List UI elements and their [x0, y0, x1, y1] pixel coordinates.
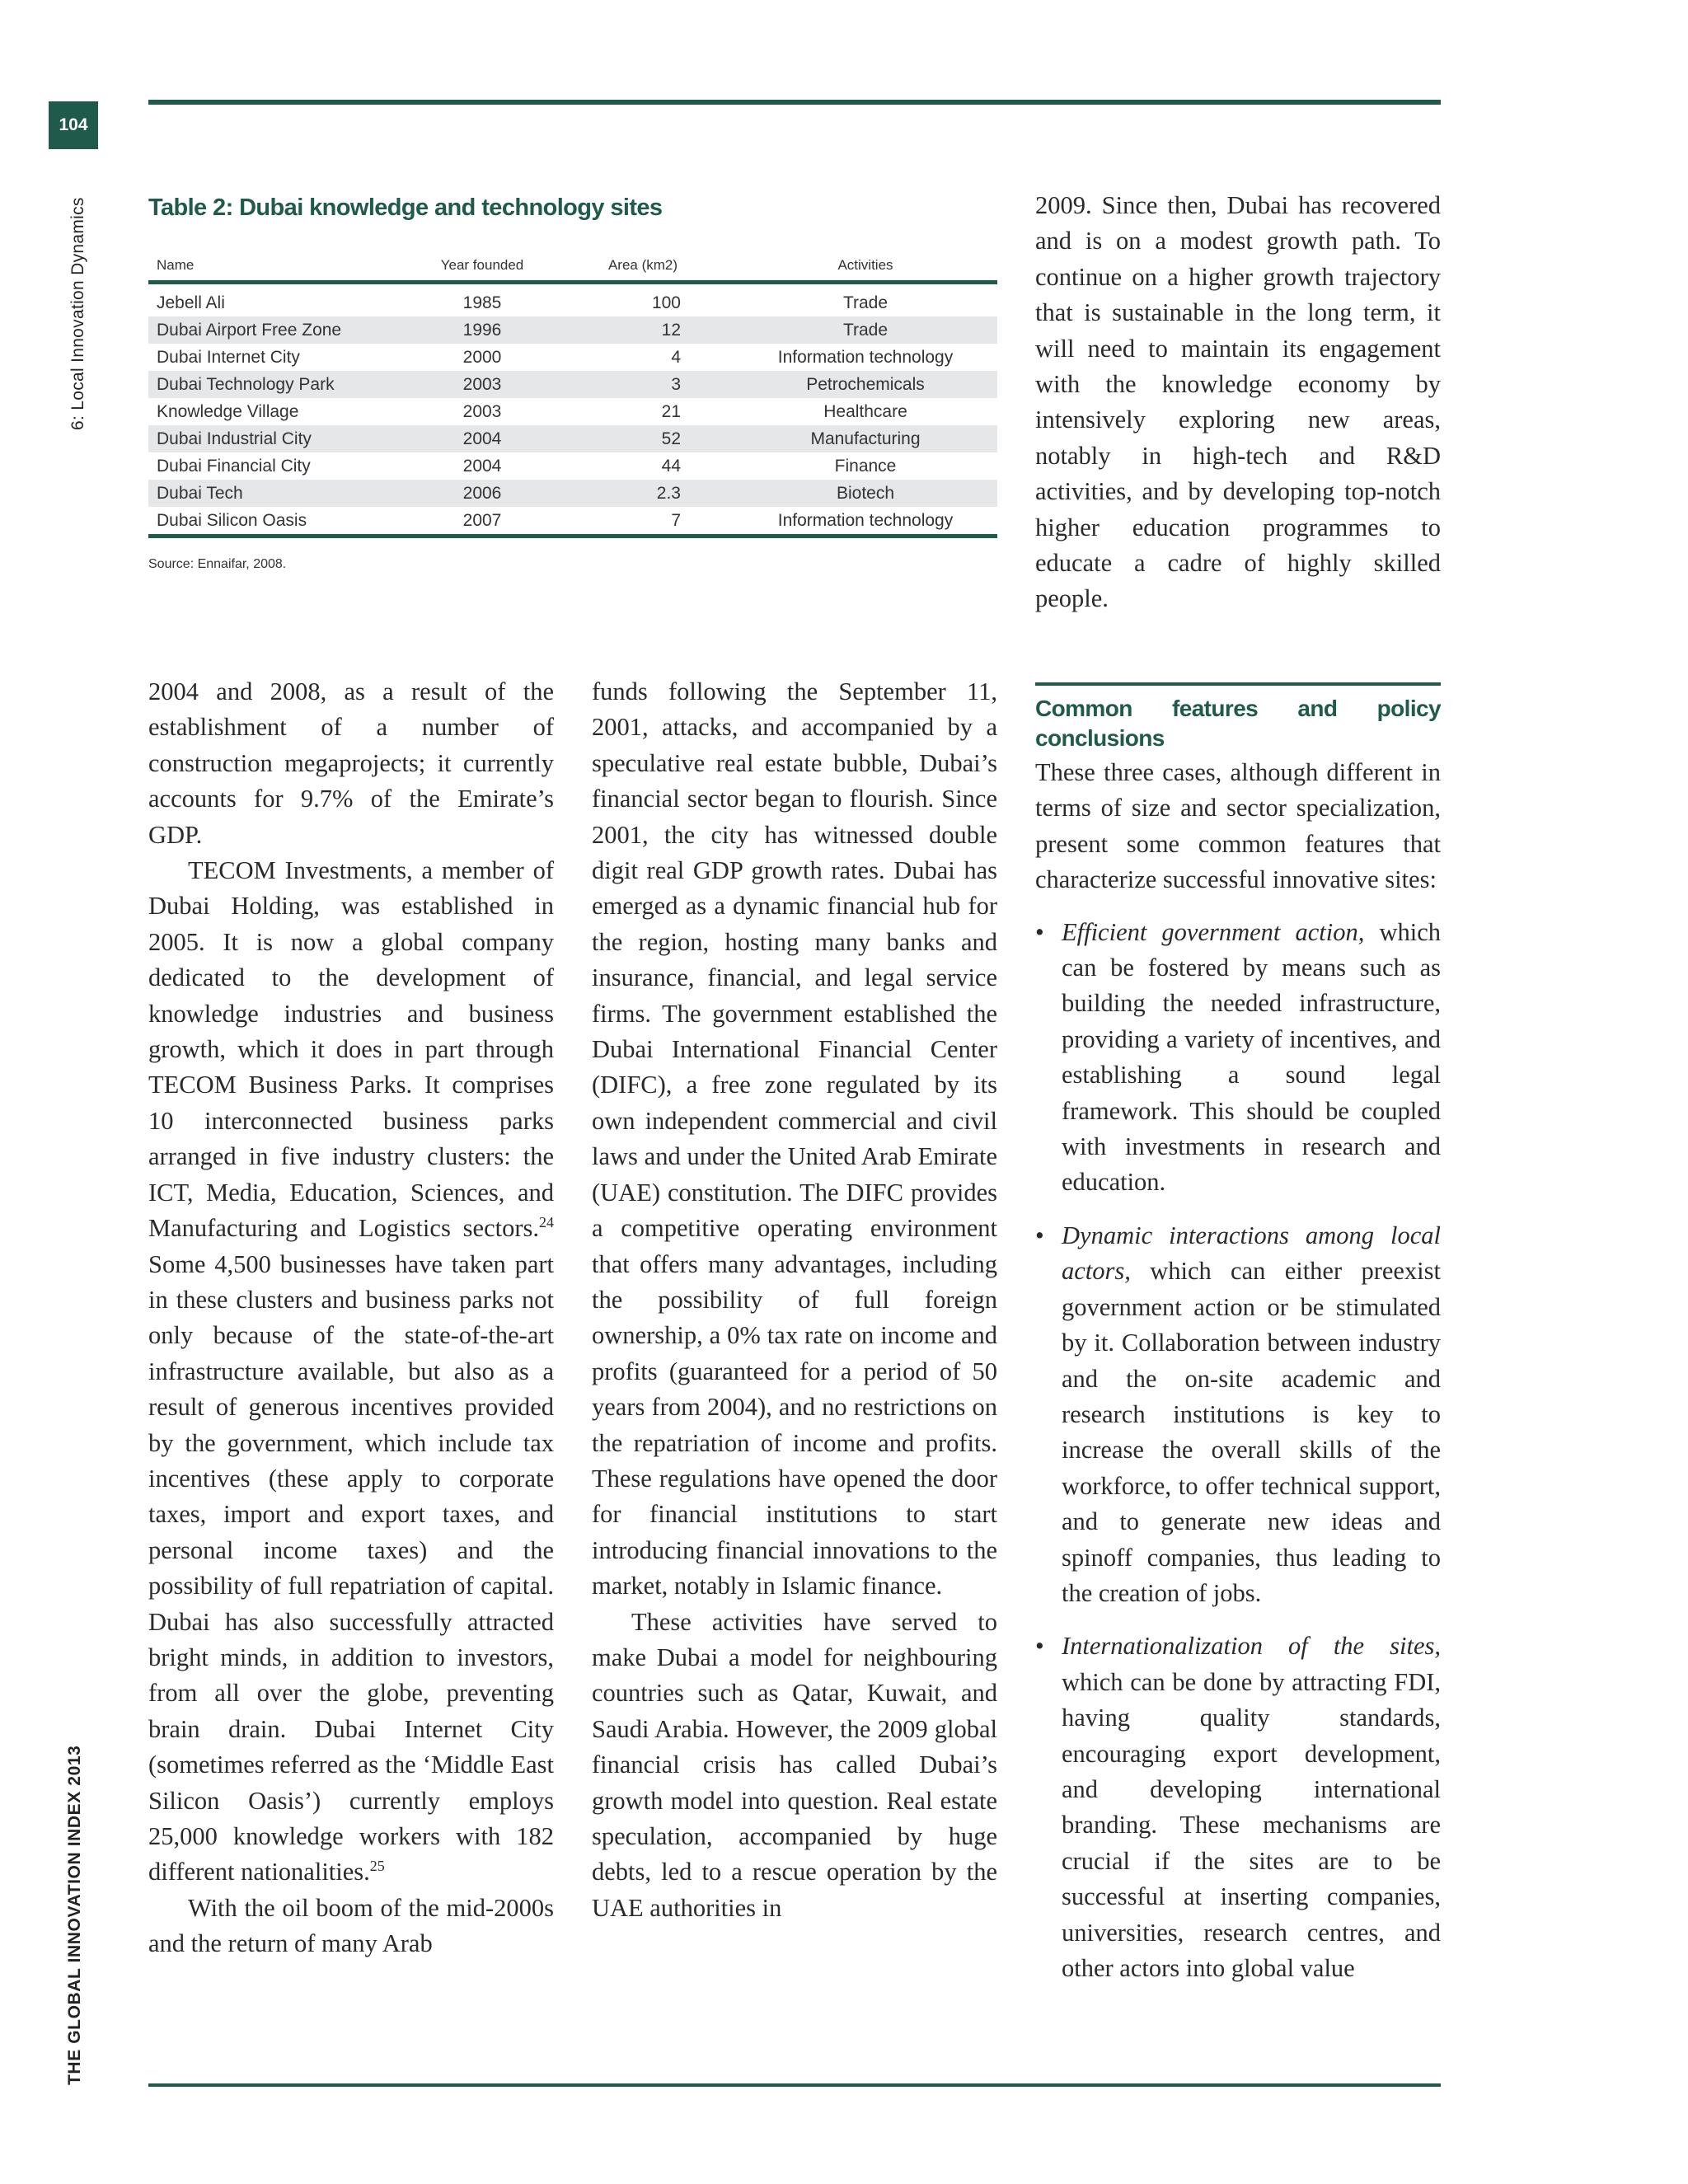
cell-activity: Biotech — [734, 480, 997, 507]
list-item: • Efficient government action, which can be fostered by means such as building the needed infrastructure, providing a variety of incentives, and establishing a sound legal framework. This should be coupled with investments in research and education. — [1035, 915, 1441, 1201]
sites-table — [148, 251, 997, 538]
paragraph: 2009. Since then, Dubai has recovered and is on a modest growth path. To continue on a higher growth trajectory that is sustainable in the long term, it will need to maintain its engagement with the knowledge economy by intensively exploring new areas, notably in high-tech and R&D activities, and by developing top-notch higher education programmes to educate a cadre of highly skilled people. — [1035, 191, 1441, 613]
cell-year: 2006 — [412, 480, 552, 507]
cell-name: Jebell Ali — [157, 293, 225, 312]
table-row — [148, 344, 997, 371]
cell-area: 2.3 — [552, 480, 734, 507]
cell-area: 21 — [661, 401, 681, 421]
top-rule — [148, 100, 1441, 105]
chapter-label: 6: Local Innovation Dynamics — [68, 197, 87, 430]
cell-name: Dubai Technology Park — [148, 371, 412, 398]
page-number: 104 — [49, 101, 98, 149]
cell-name: Dubai Financial City — [157, 456, 311, 476]
bullet-icon: • — [1035, 1632, 1044, 1661]
col-header-name: Name — [157, 257, 195, 273]
table-header-row — [148, 251, 997, 283]
report-title: THE GLOBAL INNOVATION INDEX 2013 — [65, 1745, 84, 2085]
bottom-rule — [148, 2083, 1441, 2087]
table-row — [148, 371, 997, 398]
paragraph: These three cases, although different in terms of size and sector specialization, present some common features that characterize successful innovative sites: — [1035, 758, 1441, 894]
text-column-2 — [592, 674, 997, 1926]
cell-area: 3 — [552, 371, 734, 398]
cell-area: 52 — [552, 425, 734, 452]
cell-name: Dubai Airport Free Zone — [148, 316, 412, 344]
cell-activity: Finance — [834, 456, 897, 476]
table-row — [148, 398, 997, 425]
table-row — [148, 283, 997, 317]
cell-name: Dubai Tech — [148, 480, 412, 507]
text-column-3 — [1035, 682, 1441, 2004]
cell-activity: Trade — [734, 316, 997, 344]
footnote-ref: 24 — [539, 1213, 554, 1230]
cell-activity: Information technology — [777, 347, 954, 367]
cell-area: 100 — [651, 293, 681, 312]
paragraph: TECOM Investments, a member of Dubai Holding, was established in 2005. It is now a global company dedicated to the development of knowledge industries and business growth, which it does in part through TECOM Business Parks. It comprises 10 interconnected business parks arranged in five industry clusters: the ICT, Media, Education, Sciences, and Manufacturing and Logistics sectors.$^{24}$ Some 4,500 businesses have taken part in these clusters and business parks not only because of the state-of-the-art infrastructure available, but also as a result of generous incentives provided by the government, which include tax incentives (these apply to corporate taxes, import and export taxes, and personal income taxes) and the possibility of full repatriation of capital. Dubai has also successfully attracted bright minds, in addition to investors, from all over the globe, preventing brain drain. Dubai Internet City (sometimes referred as the ‘Middle East Silicon Oasis’) currently employs 25,000 knowledge workers with 182 different nationalities.$^{25}$ — [148, 856, 554, 1886]
section-heading: Common features and policy conclusions — [1035, 696, 1441, 751]
cell-year: 2004 — [462, 456, 502, 476]
cell-activity: Petrochemicals — [734, 371, 997, 398]
cell-year: 2000 — [462, 347, 502, 367]
table-source: Source: Ennaifar, 2008. — [148, 557, 287, 571]
section-rule — [1035, 682, 1441, 686]
cell-activity: Manufacturing — [734, 425, 997, 452]
paragraph: With the oil boom of the mid-2000s and the return of many Arab — [148, 1893, 554, 1958]
table-row — [148, 507, 997, 537]
paragraph: 2004 and 2008, as a result of the establishment of a number of construction megaprojects; it currently accounts for 9.7% of the Emirate’s GDP. — [148, 677, 554, 849]
cell-year: 2007 — [462, 510, 502, 530]
cell-area: 7 — [671, 510, 681, 530]
footnote-ref: 25 — [369, 1858, 385, 1875]
cell-name: Dubai Internet City — [157, 347, 300, 367]
cell-area: 44 — [661, 456, 681, 476]
text-column-1 — [148, 674, 554, 1962]
cell-year: 2003 — [412, 371, 552, 398]
cell-name: Dubai Industrial City — [148, 425, 412, 452]
text-column-3-top — [1035, 188, 1441, 617]
cell-name: Dubai Silicon Oasis — [157, 510, 307, 530]
cell-area: 4 — [671, 347, 681, 367]
table-row — [148, 452, 997, 480]
bullet-list — [1035, 915, 1441, 1987]
table-row — [148, 316, 997, 344]
paragraph: These activities have served to make Dubai a model for neighbouring countries such as Qatar, Kuwait, and Saudi Arabia. However, the 2009 global financial crisis has called Dubai’s growth model into question. Real estate speculation, accompanied by huge debts, led to a rescue operation by the UAE authorities in — [592, 1607, 997, 1922]
cell-year: 2003 — [462, 401, 502, 421]
bullet-icon: • — [1035, 917, 1044, 946]
col-header-year: Year founded — [440, 257, 524, 273]
cell-activity: Information technology — [777, 510, 954, 530]
col-header-activities: Activities — [837, 257, 893, 273]
cell-area: 12 — [552, 316, 734, 344]
table-row — [148, 480, 997, 507]
bullet-icon: • — [1035, 1221, 1044, 1249]
cell-activity: Trade — [842, 293, 889, 312]
cell-year: 1996 — [412, 316, 552, 344]
col-header-area: Area (km2) — [607, 257, 678, 273]
table-title: Table 2: Dubai knowledge and technology sites — [148, 194, 663, 221]
table-row — [148, 425, 997, 452]
cell-name: Knowledge Village — [157, 401, 299, 421]
paragraph: funds following the September 11, 2001, attacks, and accompanied by a speculative real estate bubble, Dubai’s financial sector began to flourish. Since 2001, the city has witnessed double digit real GDP growth rates. Dubai has emerged as a dynamic financial hub for the region, hosting many banks and insurance, financial, and legal service firms. The government established the Dubai International Financial Center (DIFC), a free zone regulated by its own independent commercial and civil laws and under the United Arab Emirate (UAE) constitution. The DIFC provides a competitive operating environment that offers many advantages, including the possibility of full foreign ownership, a 0% tax rate on income and profits (guaranteed for a period of 50 years from 2004), and no restrictions on the repatriation of income and profits. These regulations have opened the door for financial institutions to start introducing financial innovations to the market, notably in Islamic finance. — [592, 677, 997, 1601]
cell-activity: Healthcare — [823, 401, 907, 421]
cell-year: 1985 — [462, 293, 502, 312]
cell-year: 2004 — [412, 425, 552, 452]
list-item: • Internationalization of the sites, which can be done by attracting FDI, having quality standards, encouraging export development, and developing international branding. These mechanisms are crucial if the sites are to be successful at inserting companies, universities, research centres, and other actors into global value — [1035, 1629, 1441, 1986]
list-item: • Dynamic interactions among local actors, which can either preexist government action or be stimulated by it. Collaboration between industry and the on-site academic and research institutions is key to increase the overall skills of the workforce, to offer technical support, and to generate new ideas and spinoff companies, thus leading to the creation of jobs. — [1035, 1218, 1441, 1611]
